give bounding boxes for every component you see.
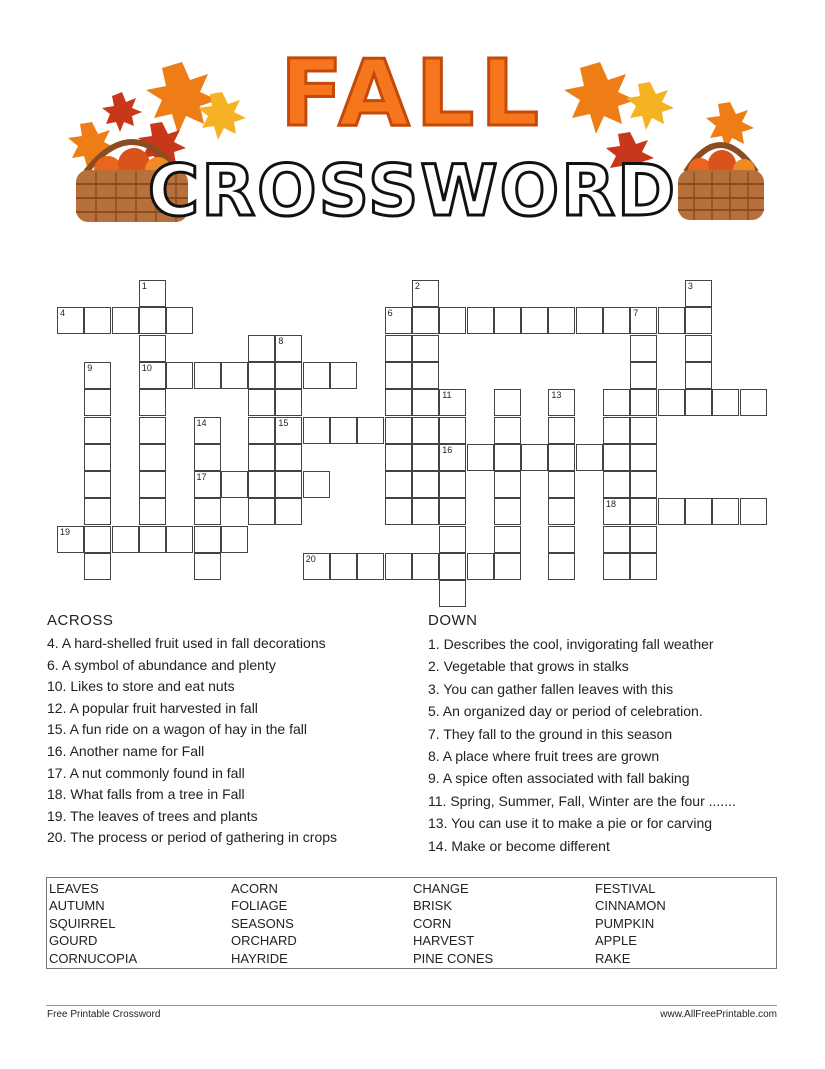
grid-cell[interactable] [603, 526, 630, 553]
grid-cell[interactable] [740, 389, 767, 416]
grid-cell[interactable] [248, 362, 275, 389]
clue-number: 18 [606, 499, 617, 510]
clue-number: 13 [551, 390, 562, 401]
word-bank-item: APPLE [595, 933, 637, 949]
grid-cell[interactable] [439, 444, 466, 471]
word-bank-item: ORCHARD [231, 933, 297, 949]
grid-cell[interactable] [439, 553, 466, 580]
grid-cell[interactable] [412, 307, 439, 334]
grid-cell[interactable] [548, 417, 575, 444]
clue-across-4: 4. A hard-shelled fruit used in fall decorations [47, 635, 326, 651]
grid-cell[interactable] [630, 389, 657, 416]
grid-cell[interactable] [603, 307, 630, 334]
grid-cell[interactable] [248, 444, 275, 471]
grid-cell[interactable] [685, 498, 712, 525]
grid-cell[interactable] [385, 417, 412, 444]
clue-number: 7 [633, 308, 639, 319]
grid-cell[interactable] [412, 553, 439, 580]
grid-cell[interactable] [303, 362, 330, 389]
grid-cell[interactable] [521, 444, 548, 471]
word-bank-item: CORNUCOPIA [49, 950, 138, 966]
clue-number: 8 [278, 335, 284, 346]
clue-number: 6 [387, 308, 393, 319]
word-bank-item: AUTUMN [49, 898, 105, 914]
clue-across-6: 6. A symbol of abundance and plenty [47, 656, 276, 673]
grid-cell[interactable] [84, 362, 111, 389]
clue-number: 19 [60, 526, 71, 537]
grid-cell[interactable] [248, 417, 275, 444]
grid-cell[interactable] [548, 444, 575, 471]
grid-cell[interactable] [84, 417, 111, 444]
grid-cell[interactable] [658, 498, 685, 525]
grid-cell[interactable] [740, 498, 767, 525]
clue-number: 9 [87, 362, 93, 373]
word-bank-item: GOURD [49, 933, 98, 949]
clue-across-17: 17. A nut commonly found in fall [47, 764, 245, 781]
word-bank-item: FOLIAGE [231, 898, 288, 914]
word-bank-column-1 [49, 880, 137, 967]
grid-cell[interactable] [385, 471, 412, 498]
grid-cell[interactable] [166, 307, 193, 334]
across-heading: ACROSS [47, 612, 114, 629]
grid-cell[interactable] [303, 553, 330, 580]
grid-cell[interactable] [658, 389, 685, 416]
grid-cell[interactable] [385, 335, 412, 362]
grid-cell[interactable] [248, 389, 275, 416]
grid-cell[interactable] [57, 526, 84, 553]
grid-cell[interactable] [548, 526, 575, 553]
clue-down-13: 13. You can use it to make a pie or for carving [428, 815, 713, 832]
grid-cell[interactable] [548, 553, 575, 580]
clue-number: 14 [196, 417, 207, 428]
clue-number: 15 [278, 417, 289, 428]
grid-cell[interactable] [139, 417, 166, 444]
word-bank-item: CINNAMON [595, 898, 666, 914]
grid-cell[interactable] [603, 444, 630, 471]
grid-cell[interactable] [658, 307, 685, 334]
word-bank-item: ACORN [231, 881, 278, 896]
word-bank-column-2 [231, 880, 297, 967]
grid-cell[interactable] [685, 389, 712, 416]
word-bank-item: SQUIRREL [49, 915, 116, 931]
word-bank-item: CORN [413, 915, 452, 931]
clue-number: 17 [196, 472, 207, 483]
grid-cell[interactable] [412, 362, 439, 389]
grid-cell[interactable] [630, 362, 657, 389]
grid-cell[interactable] [630, 526, 657, 553]
grid-cell[interactable] [84, 526, 111, 553]
grid-cell[interactable] [330, 553, 357, 580]
down-heading: DOWN [428, 612, 478, 629]
grid-cell[interactable] [84, 444, 111, 471]
clue-down-9: 9. A spice often associated with fall baking [428, 770, 690, 787]
grid-cell[interactable] [439, 498, 466, 525]
grid-cell[interactable] [494, 526, 521, 553]
grid-cell[interactable] [194, 526, 221, 553]
grid-cell[interactable] [630, 307, 657, 334]
grid-cell[interactable] [494, 471, 521, 498]
grid-cell[interactable] [385, 307, 412, 334]
word-bank-item: HAYRIDE [231, 950, 288, 966]
grid-cell[interactable] [412, 389, 439, 416]
grid-cell[interactable] [385, 362, 412, 389]
grid-cell[interactable] [166, 362, 193, 389]
word-bank-item: LEAVES [49, 881, 99, 896]
clue-down-14: 14. Make or become different [428, 837, 610, 854]
clue-across-20: 20. The process or period of gathering in crops [47, 829, 338, 846]
grid-cell[interactable] [139, 280, 166, 307]
word-bank-item: FESTIVAL [595, 881, 656, 896]
grid-cell[interactable] [412, 280, 439, 307]
grid-cell[interactable] [494, 444, 521, 471]
grid-cell[interactable] [221, 362, 248, 389]
clue-down-7: 7. They fall to the ground in this season [428, 725, 673, 742]
grid-cell[interactable] [439, 389, 466, 416]
clue-down-3: 3. You can gather fallen leaves with this [428, 680, 674, 697]
grid-cell[interactable] [275, 335, 302, 362]
clue-across-19: 19. The leaves of trees and plants [47, 807, 258, 824]
grid-cell[interactable] [221, 526, 248, 553]
grid-cell[interactable] [275, 389, 302, 416]
grid-cell[interactable] [84, 389, 111, 416]
clue-across-16: 16. Another name for Fall [47, 742, 205, 759]
grid-cell[interactable] [412, 417, 439, 444]
grid-cell[interactable] [194, 498, 221, 525]
grid-cell[interactable] [385, 444, 412, 471]
clue-number: 11 [442, 390, 452, 401]
grid-cell[interactable] [494, 498, 521, 525]
grid-cell[interactable] [412, 335, 439, 362]
grid-cell[interactable] [330, 362, 357, 389]
title-fall: FALL [280, 40, 545, 147]
grid-cell[interactable] [385, 553, 412, 580]
grid-cell[interactable] [548, 389, 575, 416]
grid-cell[interactable] [467, 553, 494, 580]
word-bank-column-4 [595, 880, 666, 967]
clue-down-8: 8. A place where fruit trees are grown [428, 748, 660, 765]
down-clues [428, 612, 736, 857]
grid-cell[interactable] [84, 307, 111, 334]
grid-cell[interactable] [139, 471, 166, 498]
grid-cell[interactable] [685, 362, 712, 389]
grid-cell[interactable] [630, 335, 657, 362]
grid-cell[interactable] [576, 307, 603, 334]
grid-cell[interactable] [603, 471, 630, 498]
grid-cell[interactable] [494, 389, 521, 416]
clue-across-10: 10. Likes to store and eat nuts [47, 678, 235, 695]
grid-cell[interactable] [194, 444, 221, 471]
word-bank-item: PUMPKIN [595, 915, 655, 931]
grid-cell[interactable] [303, 417, 330, 444]
clue-down-11: 11. Spring, Summer, Fall, Winter are the four ....... [428, 792, 736, 809]
grid-cell[interactable] [57, 307, 84, 334]
grid-cell[interactable] [194, 417, 221, 444]
grid-cell[interactable] [275, 417, 302, 444]
grid-cell[interactable] [439, 307, 466, 334]
grid-cell[interactable] [139, 498, 166, 525]
grid-cell[interactable] [139, 444, 166, 471]
grid-cell[interactable] [630, 417, 657, 444]
grid-cell[interactable] [548, 307, 575, 334]
grid-cell[interactable] [275, 498, 302, 525]
grid-cell[interactable] [494, 307, 521, 334]
grid-cell[interactable] [712, 389, 739, 416]
grid-cell[interactable] [630, 498, 657, 525]
title-crossword: CROSSWORD [147, 150, 678, 232]
grid-cell[interactable] [630, 444, 657, 471]
clue-across-18: 18. What falls from a tree in Fall [47, 786, 245, 803]
grid-cell[interactable] [385, 389, 412, 416]
clue-across-12: 12. A popular fruit harvested in fall [47, 699, 258, 716]
clue-number: 1 [141, 281, 147, 291]
grid-cell[interactable] [439, 471, 466, 498]
grid-cell[interactable] [685, 335, 712, 362]
grid-cell[interactable] [521, 307, 548, 334]
clue-number: 4 [60, 308, 66, 319]
clue-number: 2 [414, 281, 420, 291]
grid-cell[interactable] [576, 444, 603, 471]
grid-cell[interactable] [685, 307, 712, 334]
grid-cell[interactable] [275, 444, 302, 471]
grid-cell[interactable] [603, 498, 630, 525]
grid-cell[interactable] [357, 417, 384, 444]
grid-cell[interactable] [275, 471, 302, 498]
grid-cell[interactable] [275, 362, 302, 389]
clue-down-1: 1. Describes the cool, invigorating fall weather [428, 636, 714, 652]
grid-cell[interactable] [139, 335, 166, 362]
grid-cell[interactable] [139, 389, 166, 416]
grid-cell[interactable] [548, 471, 575, 498]
grid-cell[interactable] [712, 498, 739, 525]
grid-cell[interactable] [603, 417, 630, 444]
grid-cell[interactable] [139, 526, 166, 553]
grid-cell[interactable] [439, 417, 466, 444]
word-bank-item: BRISK [413, 898, 453, 914]
grid-cell[interactable] [548, 498, 575, 525]
grid-cell[interactable] [112, 526, 139, 553]
grid-cell[interactable] [112, 307, 139, 334]
grid-cell[interactable] [467, 444, 494, 471]
grid-cell[interactable] [603, 389, 630, 416]
grid-cell[interactable] [439, 526, 466, 553]
clue-down-5: 5. An organized day or period of celebration. [428, 703, 703, 720]
grid-cell[interactable] [221, 471, 248, 498]
grid-cell[interactable] [84, 553, 111, 580]
footer-right-text: www.AllFreePrintable.com [660, 1009, 777, 1020]
word-bank-item: CHANGE [413, 881, 469, 896]
grid-cell[interactable] [603, 553, 630, 580]
word-bank-item: HARVEST [413, 933, 475, 949]
grid-cell[interactable] [357, 553, 384, 580]
grid-cell[interactable] [303, 471, 330, 498]
clue-across-15: 15. A fun ride on a wagon of hay in the fall [47, 721, 307, 738]
grid-cell[interactable] [630, 553, 657, 580]
grid-cell[interactable] [439, 580, 466, 607]
grid-cell[interactable] [385, 498, 412, 525]
grid-cell[interactable] [194, 362, 221, 389]
across-clues [47, 612, 337, 849]
clue-down-2: 2. Vegetable that grows in stalks [428, 658, 629, 675]
word-bank-column-3 [413, 880, 493, 967]
grid-cell[interactable] [494, 553, 521, 580]
grid-cell[interactable] [166, 526, 193, 553]
grid-cell[interactable] [194, 553, 221, 580]
grid-cell[interactable] [467, 307, 494, 334]
grid-cell[interactable] [630, 471, 657, 498]
grid-cell[interactable] [412, 444, 439, 471]
grid-cell[interactable] [84, 471, 111, 498]
grid-cell[interactable] [685, 280, 712, 307]
footer-left-text: Free Printable Crossword [47, 1009, 161, 1020]
clue-number: 10 [141, 362, 152, 373]
grid-cell[interactable] [248, 335, 275, 362]
grid-cell[interactable] [412, 498, 439, 525]
footer-divider [46, 1005, 777, 1006]
word-bank [46, 877, 777, 969]
grid-cell[interactable] [84, 498, 111, 525]
grid-cell[interactable] [412, 471, 439, 498]
grid-cell[interactable] [139, 362, 166, 389]
grid-cell[interactable] [194, 471, 221, 498]
grid-cell[interactable] [494, 417, 521, 444]
clue-number: 16 [442, 444, 453, 455]
word-bank-item: SEASONS [231, 915, 294, 931]
grid-cell[interactable] [248, 498, 275, 525]
grid-cell[interactable] [139, 307, 166, 334]
grid-cell[interactable] [330, 417, 357, 444]
clue-number: 20 [305, 554, 316, 564]
grid-cell[interactable] [248, 471, 275, 498]
word-bank-item: PINE CONES [413, 950, 494, 966]
word-bank-item: RAKE [595, 950, 631, 966]
clue-number: 3 [687, 281, 693, 291]
